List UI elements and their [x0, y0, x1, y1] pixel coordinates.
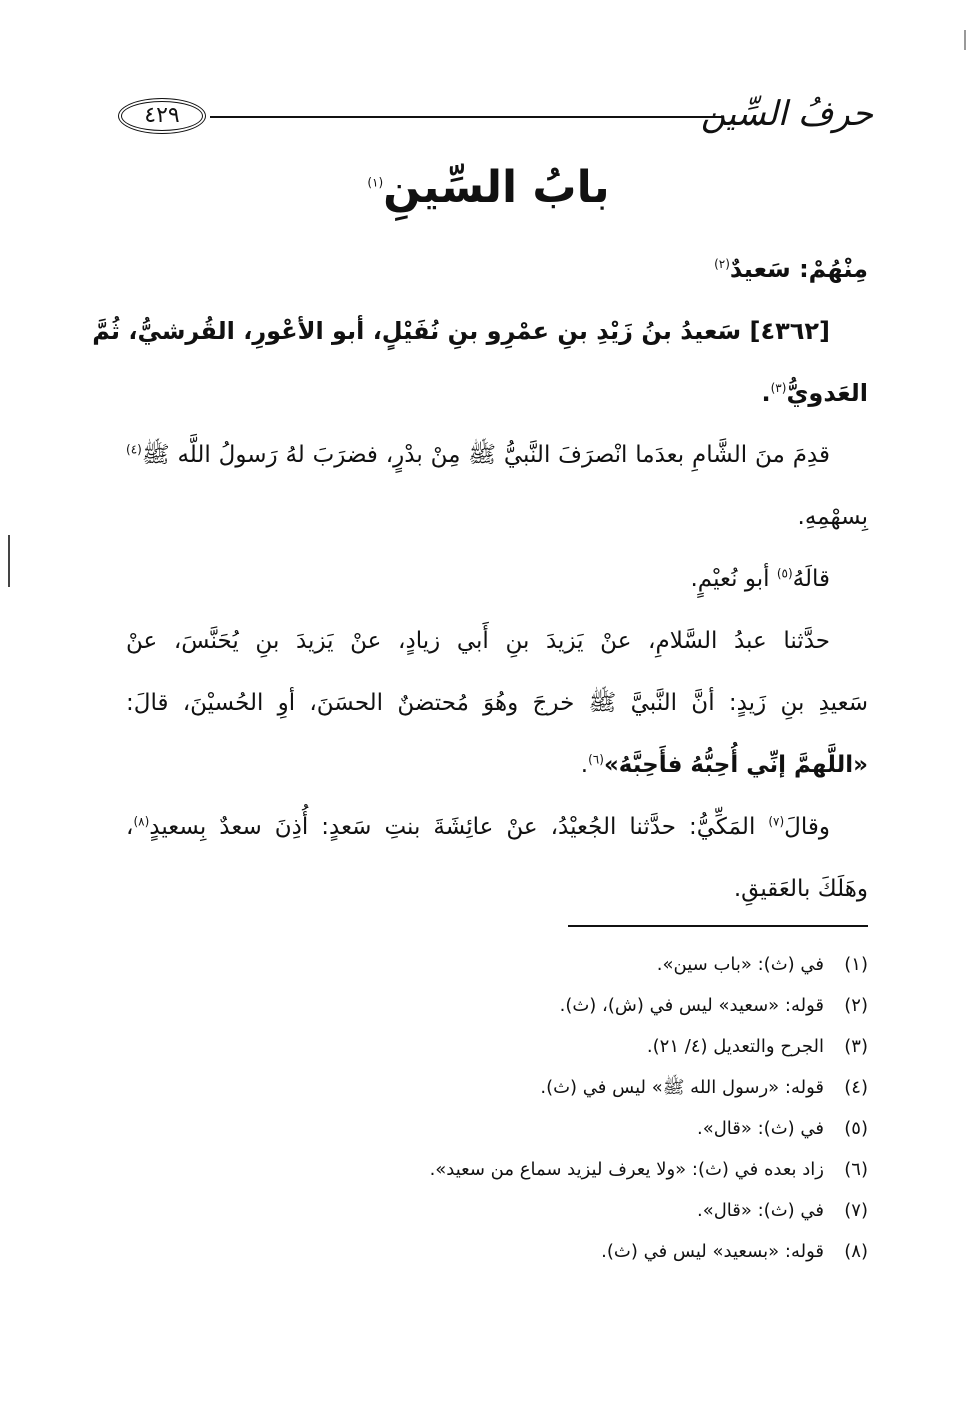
footnote-number: (٤) — [844, 1077, 868, 1098]
main-text — [92, 238, 868, 920]
footnote — [300, 985, 868, 1026]
footnote-ref: (٦) — [588, 752, 604, 767]
subheading-text: مِنْهُمْ: سَعيدٌ — [729, 255, 868, 283]
footnote-text: في (ث): «باب سين». — [656, 954, 824, 975]
chapter-title — [0, 158, 977, 218]
footnote-number: (٥) — [844, 1118, 868, 1139]
footnote — [300, 1108, 868, 1149]
footnote-text: قوله: «رسول الله ﷺ» ليس في (ث). — [540, 1077, 824, 1098]
paragraph — [126, 424, 868, 548]
paragraph-line: وهَلَكَ بالعَقيقِ. — [733, 876, 868, 902]
paragraph-text: وقالَ — [784, 814, 830, 840]
paragraph-text: المَكِّيُّ: حدَّثنا الجُعيْدُ، عنْ عائِشَةَ بنتِ سَعدٍ: أُذِنَ سعدٌ بِسعيدٍ — [149, 814, 769, 840]
footnote-number: (٢) — [844, 995, 868, 1016]
paragraph-line — [126, 548, 868, 610]
paragraph-line — [126, 424, 868, 486]
footnote-ref: (١) — [367, 175, 384, 190]
footnote-text: زاد بعده في (ث): «ولا يعرف ليزيد سماع من سعيد». — [429, 1159, 824, 1180]
footnote — [300, 1190, 868, 1231]
hadith-quote: «اللَّهمَّ إنِّي أُحِبُّهُ فأَحِبَّهُ» — [603, 752, 868, 778]
footnote-text: قوله: «بسعيد» ليس في (ث). — [601, 1241, 824, 1262]
footnote-number: (٦) — [844, 1159, 868, 1180]
footnote-ref: (٨) — [133, 814, 150, 829]
paragraph-line: بِسهْمِهِ. — [797, 504, 868, 530]
footnote — [300, 1149, 868, 1190]
entry-heading-end: . — [761, 379, 771, 407]
paragraph-text: قالَهُ — [792, 566, 830, 592]
footnote-text: في (ث): «قال». — [696, 1118, 824, 1139]
footnote — [300, 1026, 868, 1067]
page-number: ٤٢٩ — [144, 103, 180, 128]
paragraph-line: حدَّثنا عبدُ السَّلامِ، عنْ يَزيدَ بنِ أَبي زيادٍ، عنْ يَزيدَ بنِ يُحَنَّسَ، عنْ — [126, 628, 830, 654]
header-rule — [210, 116, 723, 118]
entry-heading — [92, 300, 868, 424]
entry-heading-line — [126, 362, 868, 424]
footnote-ref: (٧) — [768, 814, 785, 829]
paragraph-line — [126, 734, 868, 796]
paragraph-end: . — [580, 752, 589, 778]
footnote-number: (٨) — [844, 1241, 868, 1262]
footnote — [300, 944, 868, 985]
footnote-separator — [568, 925, 868, 927]
footnotes — [300, 944, 868, 1272]
page-number-badge — [118, 98, 206, 134]
running-header — [118, 90, 873, 150]
footnote-number: (٧) — [844, 1200, 868, 1221]
paragraph-line — [126, 796, 868, 858]
scan-edge-mark — [964, 30, 966, 50]
paragraph-text: قدِمَ منَ الشَّامِ بعدَما انْصرَفَ النَّبيُّ ﷺ مِنْ بدْرٍ، فضرَبَ لهُ رَسولُ اللَّه ﷺ — [141, 442, 830, 468]
chapter-title-text: بابُ السِّينِ — [383, 162, 610, 213]
entry-heading-text: العَدويُّ — [786, 379, 868, 407]
footnote-ref: (٥) — [776, 566, 793, 581]
paragraph — [126, 796, 868, 920]
footnote-ref: (٣) — [770, 381, 787, 395]
scan-edge-mark — [8, 535, 10, 587]
paragraph-text: أبو نُعيْمٍ. — [690, 566, 777, 592]
paragraph-text: ، — [126, 814, 134, 840]
entry-heading-line: [٤٣٦٢] سَعيدُ بنُ زَيْدِ بنِ عمْرِو بنِ نُفَيْلٍ، أبو الأعْورِ، القُرشيُّ، ثُمَّ — [92, 317, 830, 345]
paragraph — [126, 610, 868, 796]
paragraph — [126, 548, 868, 610]
footnote — [300, 1067, 868, 1108]
footnote-ref: (٢) — [714, 257, 730, 271]
footnote-ref: (٤) — [126, 442, 142, 457]
paragraph-line: سَعيدِ بنِ زَيدٍ: أنَّ النَّبيَّ ﷺ خرجَ وهُوَ مُحتضنٌ الحسَنَ، أوِ الحُسيْنَ، قالَ: — [126, 690, 868, 716]
footnote-number: (١) — [844, 954, 868, 975]
footnote-text: قوله: «سعيد» ليس في (ش)، (ث). — [559, 995, 824, 1016]
footnote-text: في (ث): «قال». — [696, 1200, 824, 1221]
footnote-text: الجرح والتعديل (٤/ ٢١). — [646, 1036, 824, 1057]
footnote-number: (٣) — [844, 1036, 868, 1057]
section-subheading — [126, 238, 868, 300]
running-title: حرفُ السِّين — [700, 94, 873, 134]
footnote — [300, 1231, 868, 1272]
